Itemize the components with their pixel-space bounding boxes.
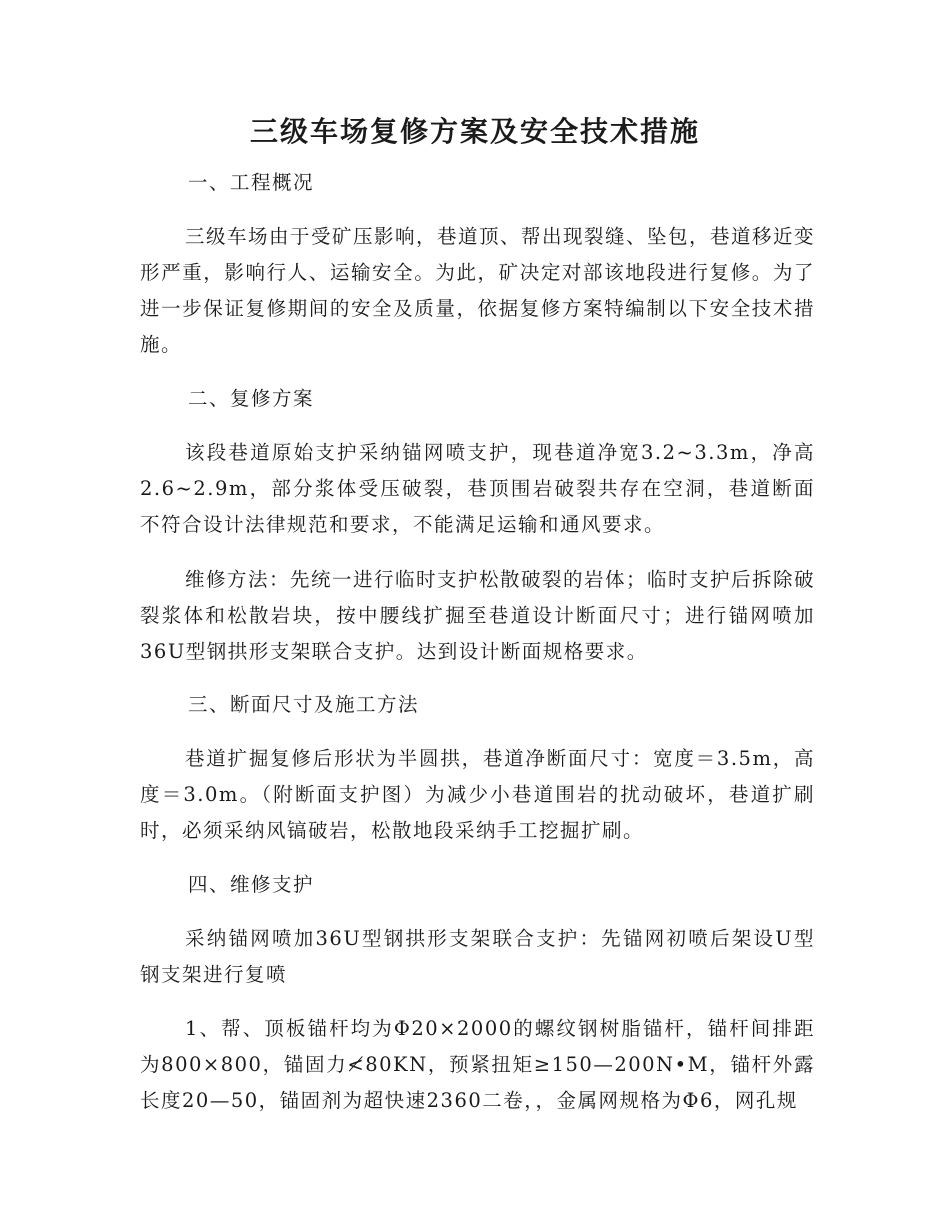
document-title: 三级车场复修方案及安全技术措施 [249,115,700,148]
paragraph-bolt-spec: 1、帮、顶板锚杆均为Φ20×2000的螺纹钢树脂锚杆，锚杆间排距为800×800，锚固力≮80KN，预紧扭矩≥150—200N•M，锚杆外露长度20—50，锚固剂为超快速2360二卷，，金属网规格为Φ6，网孔规 [140,1017,815,1112]
paragraph-section-size: 巷道扩掘复修后形状为半圆拱，巷道净断面尺寸：宽度＝3.5m，高度＝3.0m。（附断面支护图）为减少小巷道围岩的扰动破坏，巷道扩刷时，必须采纳风镐破岩，松散地段采纳手工挖掘扩刷。 [140,747,815,842]
paragraph-overview: 三级车场由于受矿压影响，巷道顶、帮出现裂缝、坠包，巷道移近变形严重，影响行人、运输安全。为此，矿决定对部该地段进行复修。为了进一步保证复修期间的安全及质量，依据复修方案特编制以下安全技术措施。 [140,225,816,356]
section-heading-section-size: 三、断面尺寸及施工方法 [188,693,420,716]
paragraph-repair-plan-status: 该段巷道原始支护采纳锚网喷支护，现巷道净宽3.2~3.3m，净高2.6~2.9m，部分浆体受压破裂，巷顶围岩破裂共存在空洞，巷道断面不符合设计法律规范和要求，不能满足运输和通风要求。 [140,441,815,536]
paragraph-support-overview: 采纳锚网喷加36U型钢拱形支架联合支护：先锚网初喷后架设U型钢支架进行复喷 [140,927,815,986]
section-heading-repair-plan: 二、复修方案 [188,387,315,410]
paragraph-repair-method: 维修方法：先统一进行临时支护松散破裂的岩体；临时支护后拆除破裂浆体和松散岩块，按中腰线扩掘至巷道设计断面尺寸；进行锚网喷加36U型钢拱形支架联合支护。达到设计断面规格要求。 [140,568,816,663]
section-heading-overview: 一、工程概况 [188,171,315,194]
section-heading-support: 四、维修支护 [188,873,315,896]
